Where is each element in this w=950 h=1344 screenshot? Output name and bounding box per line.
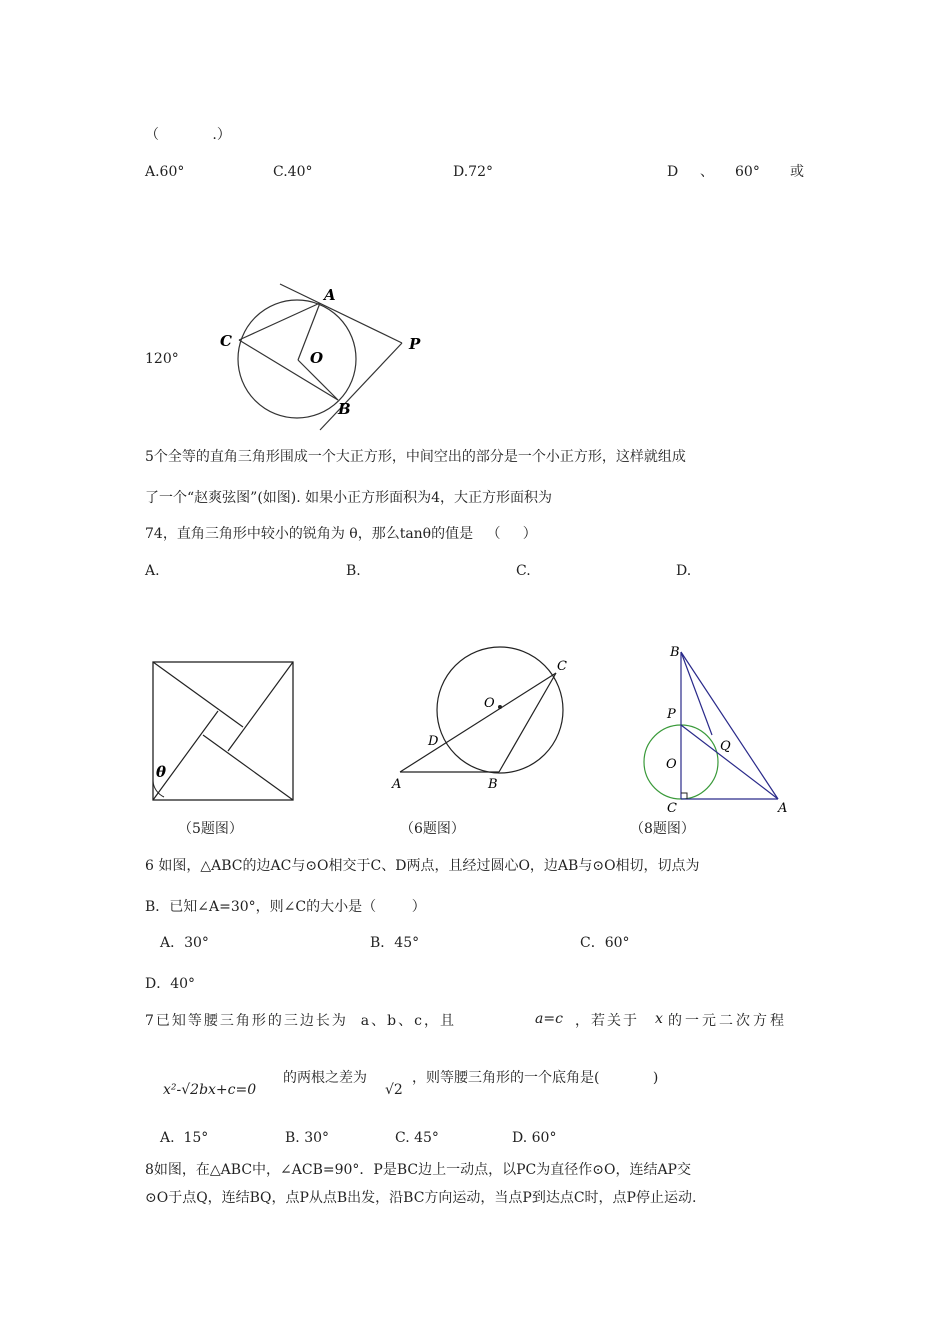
- q7-line-2b: ，则等腰三角形的一个底角是( ): [412, 1070, 659, 1086]
- fig8-label-a: A: [778, 801, 788, 816]
- q7-equation-a-eq-c: a=c: [535, 1011, 563, 1027]
- q7-option-a: A. 15°: [160, 1130, 209, 1146]
- q4-option-d2-60: 60°: [735, 164, 760, 180]
- q4-label-a: A: [324, 286, 336, 304]
- q7-option-c: C. 45°: [395, 1130, 439, 1146]
- fig6-label-d: D: [428, 734, 439, 749]
- q7-variable-x: x: [655, 1011, 663, 1027]
- fig6-label-c: C: [557, 659, 567, 674]
- q5-option-b: B.: [346, 563, 361, 579]
- fig8-label-c: C: [667, 801, 677, 816]
- q4-label-o: O: [310, 349, 324, 367]
- fig8-label-b: B: [670, 645, 680, 660]
- fig8-caption: （8题图）: [630, 821, 695, 837]
- q4-bracket: （ .）: [145, 127, 231, 143]
- q5-option-d: D.: [676, 563, 692, 579]
- q6-line-2: B．已知∠A=30°，则∠C的大小是（ ）: [145, 899, 426, 915]
- q6-option-c: C．60°: [580, 935, 630, 951]
- q4-option-d2-or: 或: [790, 164, 804, 180]
- q6-option-d: D．40°: [145, 976, 196, 992]
- fig8-label-o: O: [666, 757, 677, 772]
- q5-option-c: C.: [516, 563, 531, 579]
- q8-line-2: ⊙O于点Q，连结BQ，点P从点B出发，沿BC方向运动，当点P到达点C时，点P停止运动.: [145, 1190, 697, 1206]
- q7-option-b: B. 30°: [285, 1130, 330, 1146]
- q4-option-a: A.60°: [145, 164, 185, 180]
- q5-option-a: A.: [145, 563, 160, 579]
- q5-line-1: 5个全等的直角三角形围成一个大正方形，中间空出的部分是一个小正方形，这样就组成: [145, 449, 686, 465]
- q4-option-d2-120: 120°: [145, 351, 179, 367]
- q4-option-d2-comma: 、: [700, 164, 714, 180]
- q4-label-c: C: [220, 332, 232, 350]
- q7-line-1b: ，若关于: [575, 1013, 639, 1029]
- fig6-label-o: O: [484, 696, 495, 711]
- fig8-label-q: Q: [720, 739, 731, 754]
- fig8-line-ba: [681, 652, 778, 799]
- q4-label-b: B: [338, 400, 351, 418]
- q6-line-1: 6 如图，△ABC的边AC与⊙O相交于C、D两点，且经过圆心O，边AB与⊙O相切，切点为: [145, 858, 700, 874]
- fig5-theta-label: θ: [156, 763, 167, 781]
- q8-line-1: 8如图，在△ABC中，∠ACB=90°．P是BC边上一动点，以PC为直径作⊙O，连结AP交: [145, 1162, 691, 1178]
- q4-label-p: P: [409, 335, 421, 353]
- fig8-line-bq: [681, 652, 712, 735]
- q7-line-1: 7已知等腰三角形的三边长为 a、b、c，且: [145, 1013, 456, 1029]
- fig6-label-b: B: [488, 777, 498, 792]
- q4-option-d2-letter: D: [667, 164, 679, 180]
- fig6-label-a: A: [392, 777, 402, 792]
- fig8-label-p: P: [667, 707, 676, 722]
- fig5-caption: （5题图）: [178, 821, 243, 837]
- fig8-line-pa: [681, 725, 778, 799]
- q4-option-d: D.72°: [453, 164, 493, 180]
- q7-equation: x²-√2bx+c=0: [163, 1082, 257, 1098]
- fig6-caption: （6题图）: [400, 821, 465, 837]
- q7-option-d: D. 60°: [512, 1130, 557, 1146]
- q7-line-2: 的两根之差为: [283, 1070, 367, 1086]
- q6-option-a: A．30°: [160, 935, 209, 951]
- q4-option-c: C.40°: [273, 164, 313, 180]
- q7-line-1c: 的一元二次方程: [668, 1013, 787, 1029]
- q5-line-2: 了一个“赵爽弦图”(如图). 如果小正方形面积为4，大正方形面积为: [145, 490, 553, 506]
- q6-option-b: B．45°: [370, 935, 420, 951]
- q5-line-3: 74，直角三角形中较小的锐角为 θ，那么tanθ的值是 （ ）: [145, 526, 537, 542]
- q7-sqrt2: √2: [385, 1082, 403, 1098]
